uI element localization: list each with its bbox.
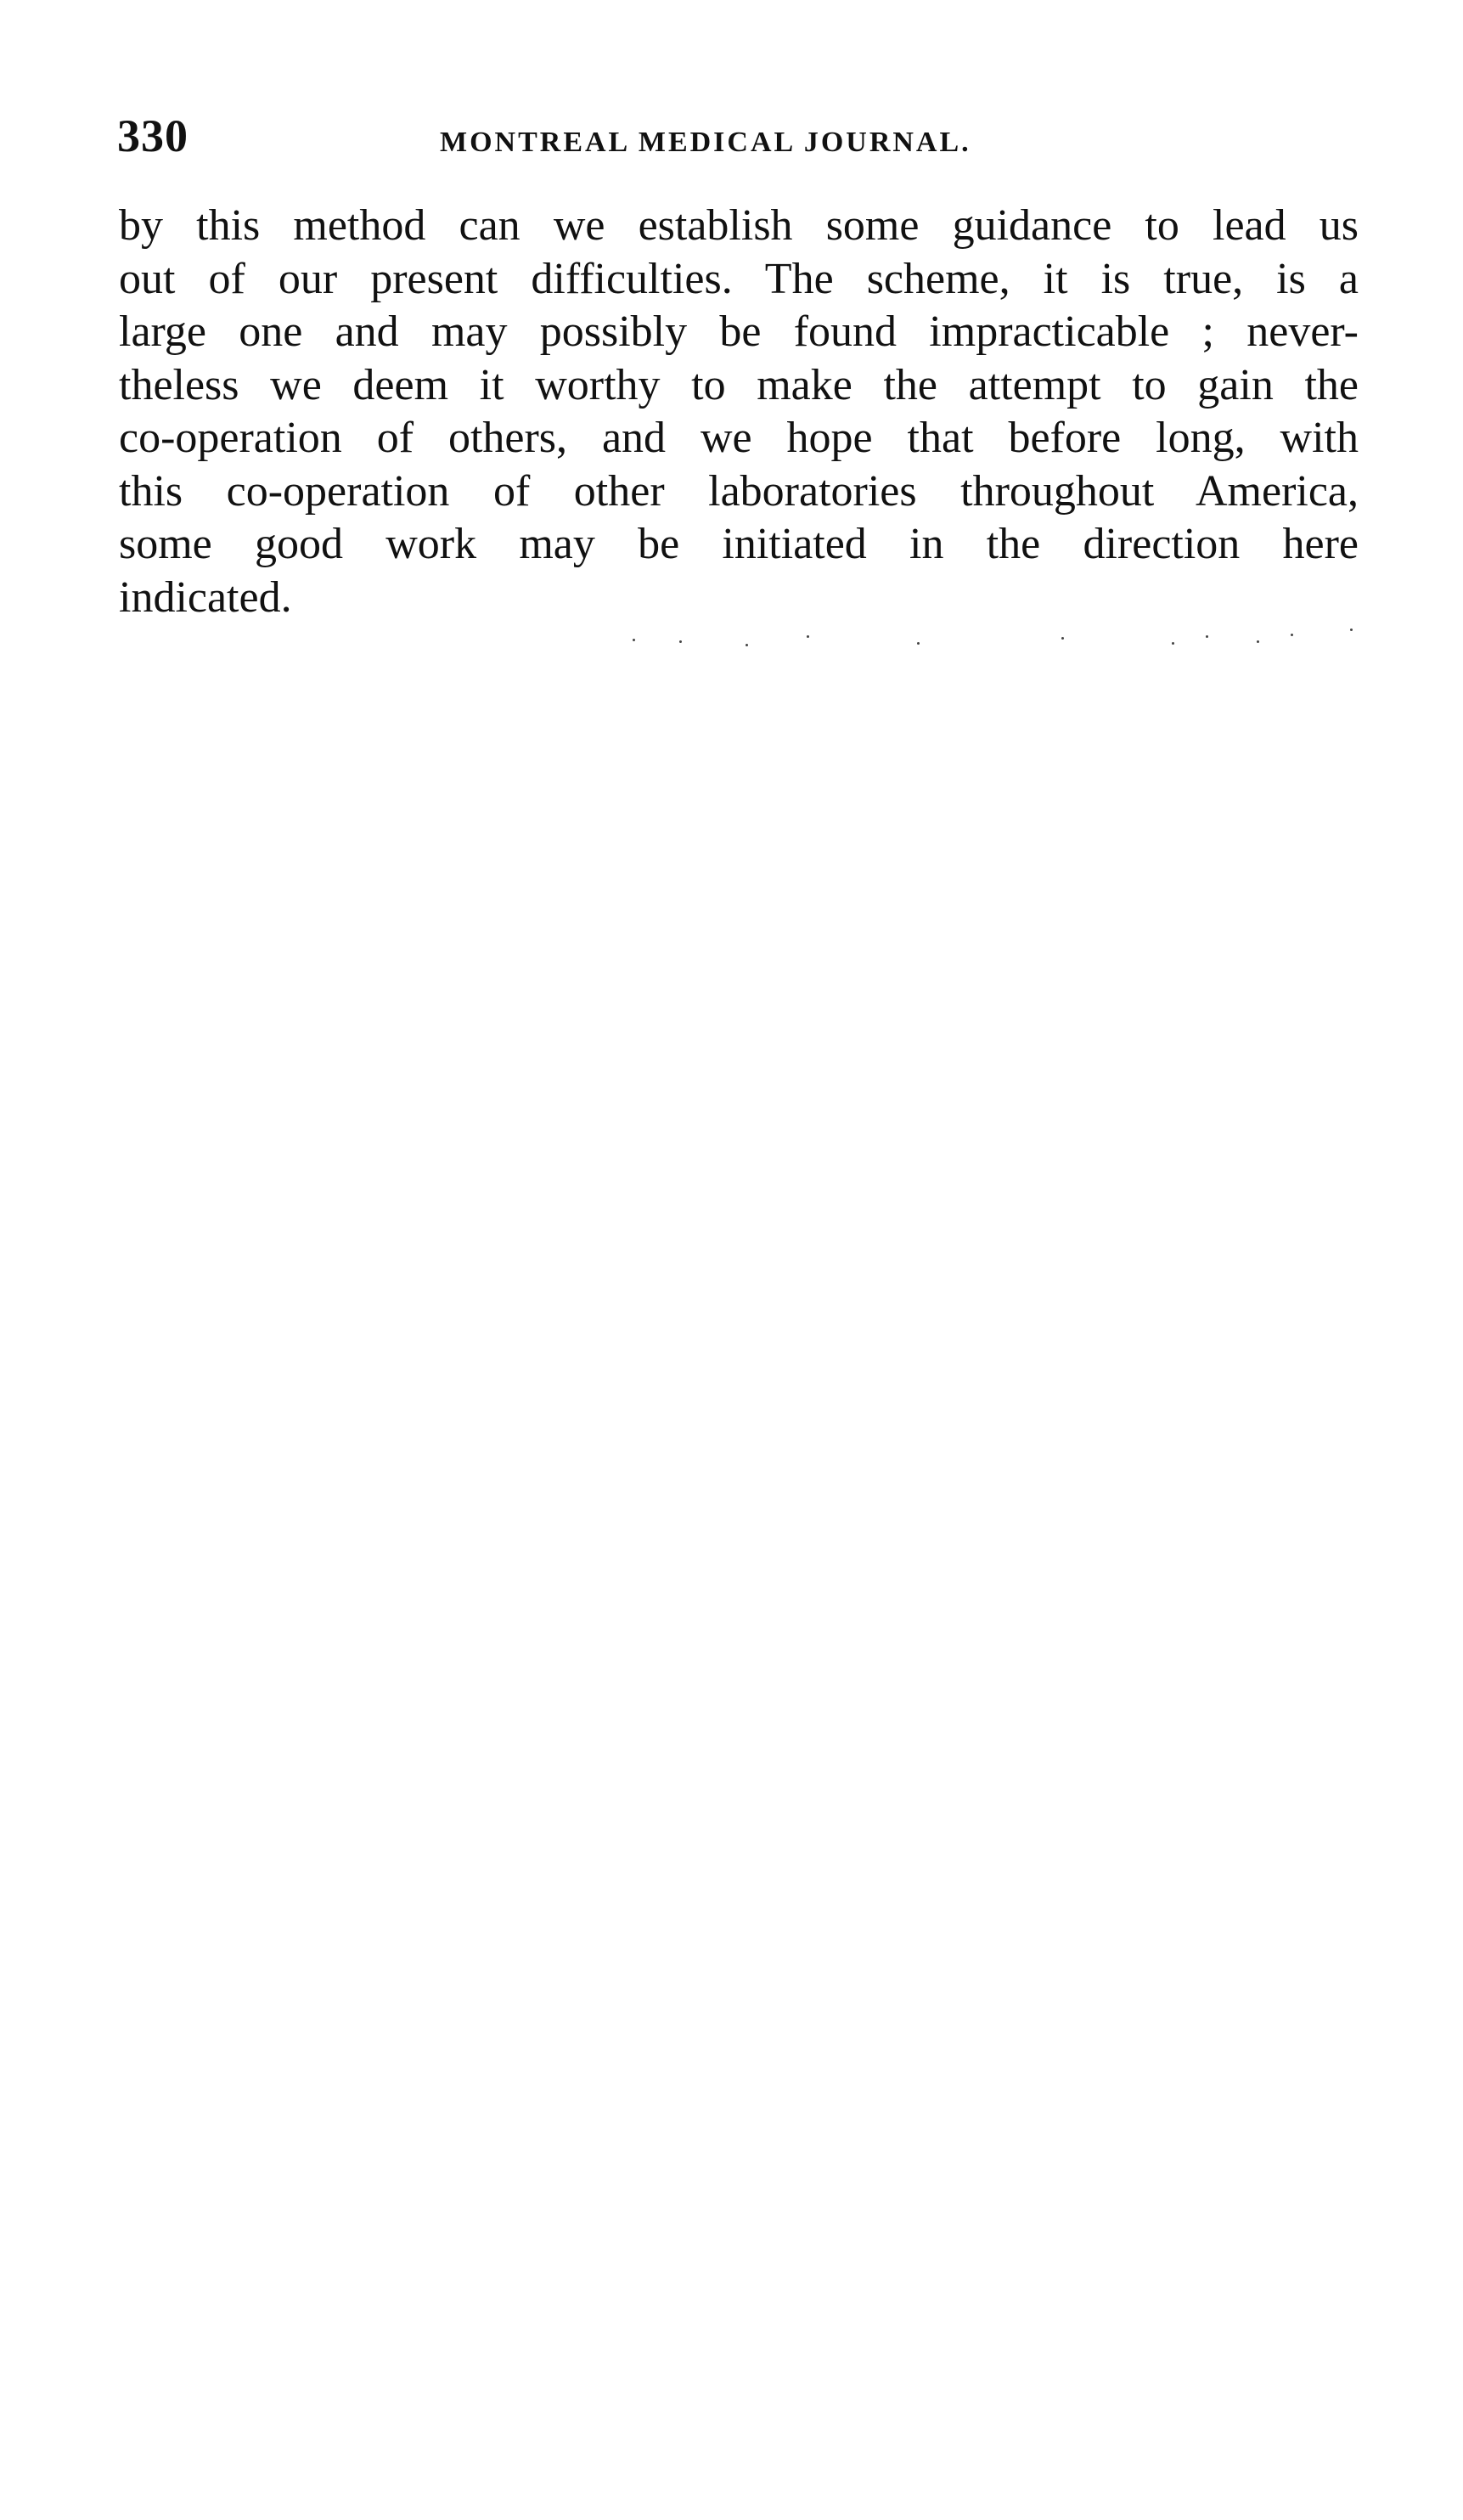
- scan-speck: [679, 640, 682, 643]
- text-line: indicated.: [119, 572, 292, 622]
- scan-speck: [1172, 642, 1174, 645]
- scan-speck: [1257, 640, 1259, 643]
- text-line: out of our present difficulties. The scheme, it is true, is a: [119, 254, 1359, 303]
- text-line: by this method can we establish some guidance to lead us: [119, 201, 1359, 250]
- text-line: this co-operation of other laboratories throughout America,: [119, 466, 1359, 516]
- scan-speck: [1061, 637, 1064, 640]
- scan-speck: [1291, 634, 1293, 636]
- text-line: some good work may be initiated in the direction here: [119, 520, 1359, 568]
- running-head: [117, 100, 1357, 177]
- scan-speck: [1206, 635, 1208, 638]
- scan-speck: [633, 639, 635, 641]
- journal-title: MONTREAL MEDICAL JOURNAL.: [440, 127, 971, 158]
- body-paragraph: [119, 200, 1359, 624]
- scan-speck: [917, 642, 920, 645]
- scan-speck: [746, 644, 748, 646]
- text-line: large one and may possibly be found impracticable ; never-: [119, 307, 1359, 356]
- text-line: co-operation of others, and we hope that before long, with: [119, 414, 1359, 462]
- text-line: theless we deem it worthy to make the attempt to gain the: [119, 360, 1359, 409]
- page-number: 330: [117, 110, 189, 161]
- scan-speck: [1350, 629, 1353, 631]
- scan-speck: [807, 635, 809, 638]
